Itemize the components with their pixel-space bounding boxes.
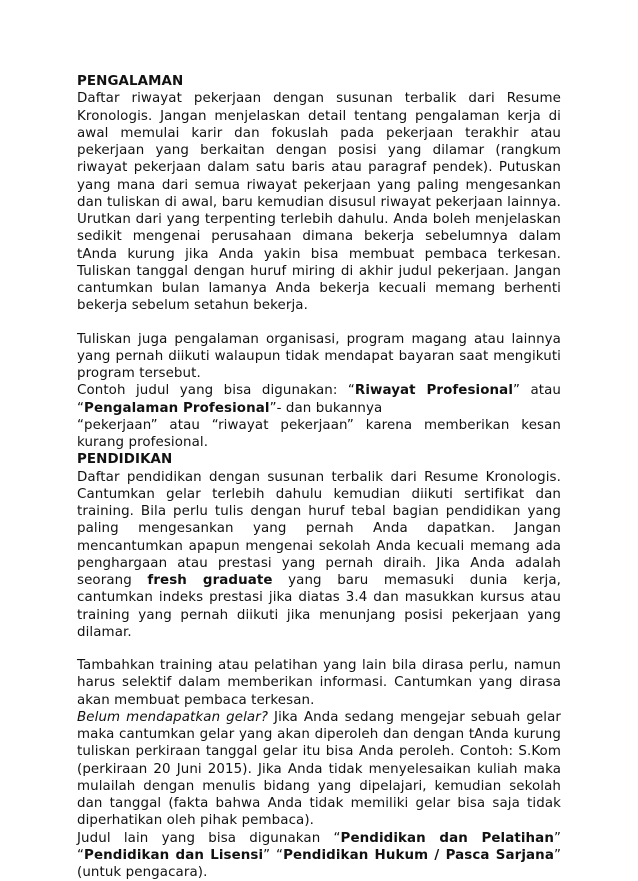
titles-suffix: ” (untuk pengacara). [77,848,561,880]
example-title-1: Riwayat Profesional [355,383,513,398]
education-paragraph-1 [77,469,561,642]
example-suffix: ”- dan bukannya [270,401,383,416]
example-prefix: Contoh judul yang bisa digunakan: “ [77,383,355,398]
experience-example-titles [77,382,561,417]
titles-3: Pendidikan Hukum / Pasca Sarjana [283,848,554,863]
example-title-2: Pengalaman Profesional [84,401,270,416]
titles-1: Pendidikan dan Pelatihan [341,831,554,846]
education-paragraph-2: Tambahkan training atau pelatihan yang lain bila dirasa perlu, namun harus selektif dalam memberikan informasi. Cantumkan yang dirasa akan membuat pembaca terkesan. [77,657,561,709]
titles-sep-2: ” “ [263,848,283,863]
titles-2: Pendidikan dan Lisensi [84,848,263,863]
experience-paragraph-2: Tuliskan juga pengalaman organisasi, program magang atau lainnya yang pernah diikuti walaupun tidak mendapat bayaran saat mengikuti program tersebut. [77,331,561,383]
experience-paragraph-3: “pekerjaan” atau “riwayat pekerjaan” karena memberikan kesan kurang profesional. [77,417,561,452]
section-heading-experience: PENGALAMAN [77,73,561,90]
education-p3-italic: Belum mendapatkan gelar? [77,710,268,725]
education-p1-bold: fresh graduate [147,573,272,588]
titles-prefix: Judul lain yang bisa digunakan “ [77,831,341,846]
titles-sep-1: ” “ [77,831,561,863]
section-heading-education: PENDIDIKAN [77,451,561,468]
example-mid: ” atau “ [77,383,561,415]
education-p3-rest: Jika Anda sedang mengejar sebuah gelar maka cantumkan gelar yang akan diperoleh dan dengan tAnda kurung tuliskan perkiraan tanggal gelar itu bisa Anda peroleh. Contoh: S.Kom (perkiraan 20 Juni 2015). Jika Anda tidak menyelesaikan kuliah maka mulailah dengan menulis bidang yang dipelajari, kemudian sekolah dan tanggal (fakta bahwa Anda tidak memiliki gelar bisa saja tidak diperhatikan oleh pihak pembaca). [77,710,561,829]
education-alternative-titles [77,830,561,881]
education-paragraph-3 [77,709,561,830]
education-p1-after: yang baru memasuki dunia kerja, cantumkan indeks prestasi jika diatas 3.4 dan masukkan kursus atau training yang pernah diikuti jika menunjang posisi pekerjaan yang dilamar. [77,573,561,640]
document-page [77,73,561,881]
education-p1-before: Daftar pendidikan dengan susunan terbalik dari Resume Kronologis. Cantumkan gelar terlebih dahulu kemudian diikuti sertifikat dan training. Bila perlu tulis dengan huruf tebal bagian pendidikan yang paling mengesankan yang pernah Anda dapatkan. Jangan mencantumkan apapun mengenai sekolah Anda kecuali memang ada penghargaan atau prestasi yang pernah diraih. Jika Anda adalah seorang [77,470,561,589]
experience-paragraph-1: Daftar riwayat pekerjaan dengan susunan terbalik dari Resume Kronologis. Jangan menjelaskan detail tentang pengalaman kerja di awal memulai karir dan fokuslah pada pekerjaan terakhir atau pekerjaan yang berkaitan dengan posisi yang dilamar (rangkum riwayat pekerjaan dalam satu baris atau paragraf pendek). Putuskan yang mana dari semua riwayat pekerjaan yang paling mengesankan dan tuliskan di awal, baru kemudian disusul riwayat pekerjaan lainnya. Urutkan dari yang terpenting terlebih dahulu. Anda boleh menjelaskan sedikit mengenai perusahaan dimana bekerja sebelumnya dalam tAnda kurung jika Anda yakin bisa membuat pembaca terkesan. Tuliskan tanggal dengan huruf miring di akhir judul pekerjaan. Jangan cantumkan bulan lamanya Anda bekerja kecuali memang berhenti bekerja sebelum setahun bekerja. [77,90,561,314]
